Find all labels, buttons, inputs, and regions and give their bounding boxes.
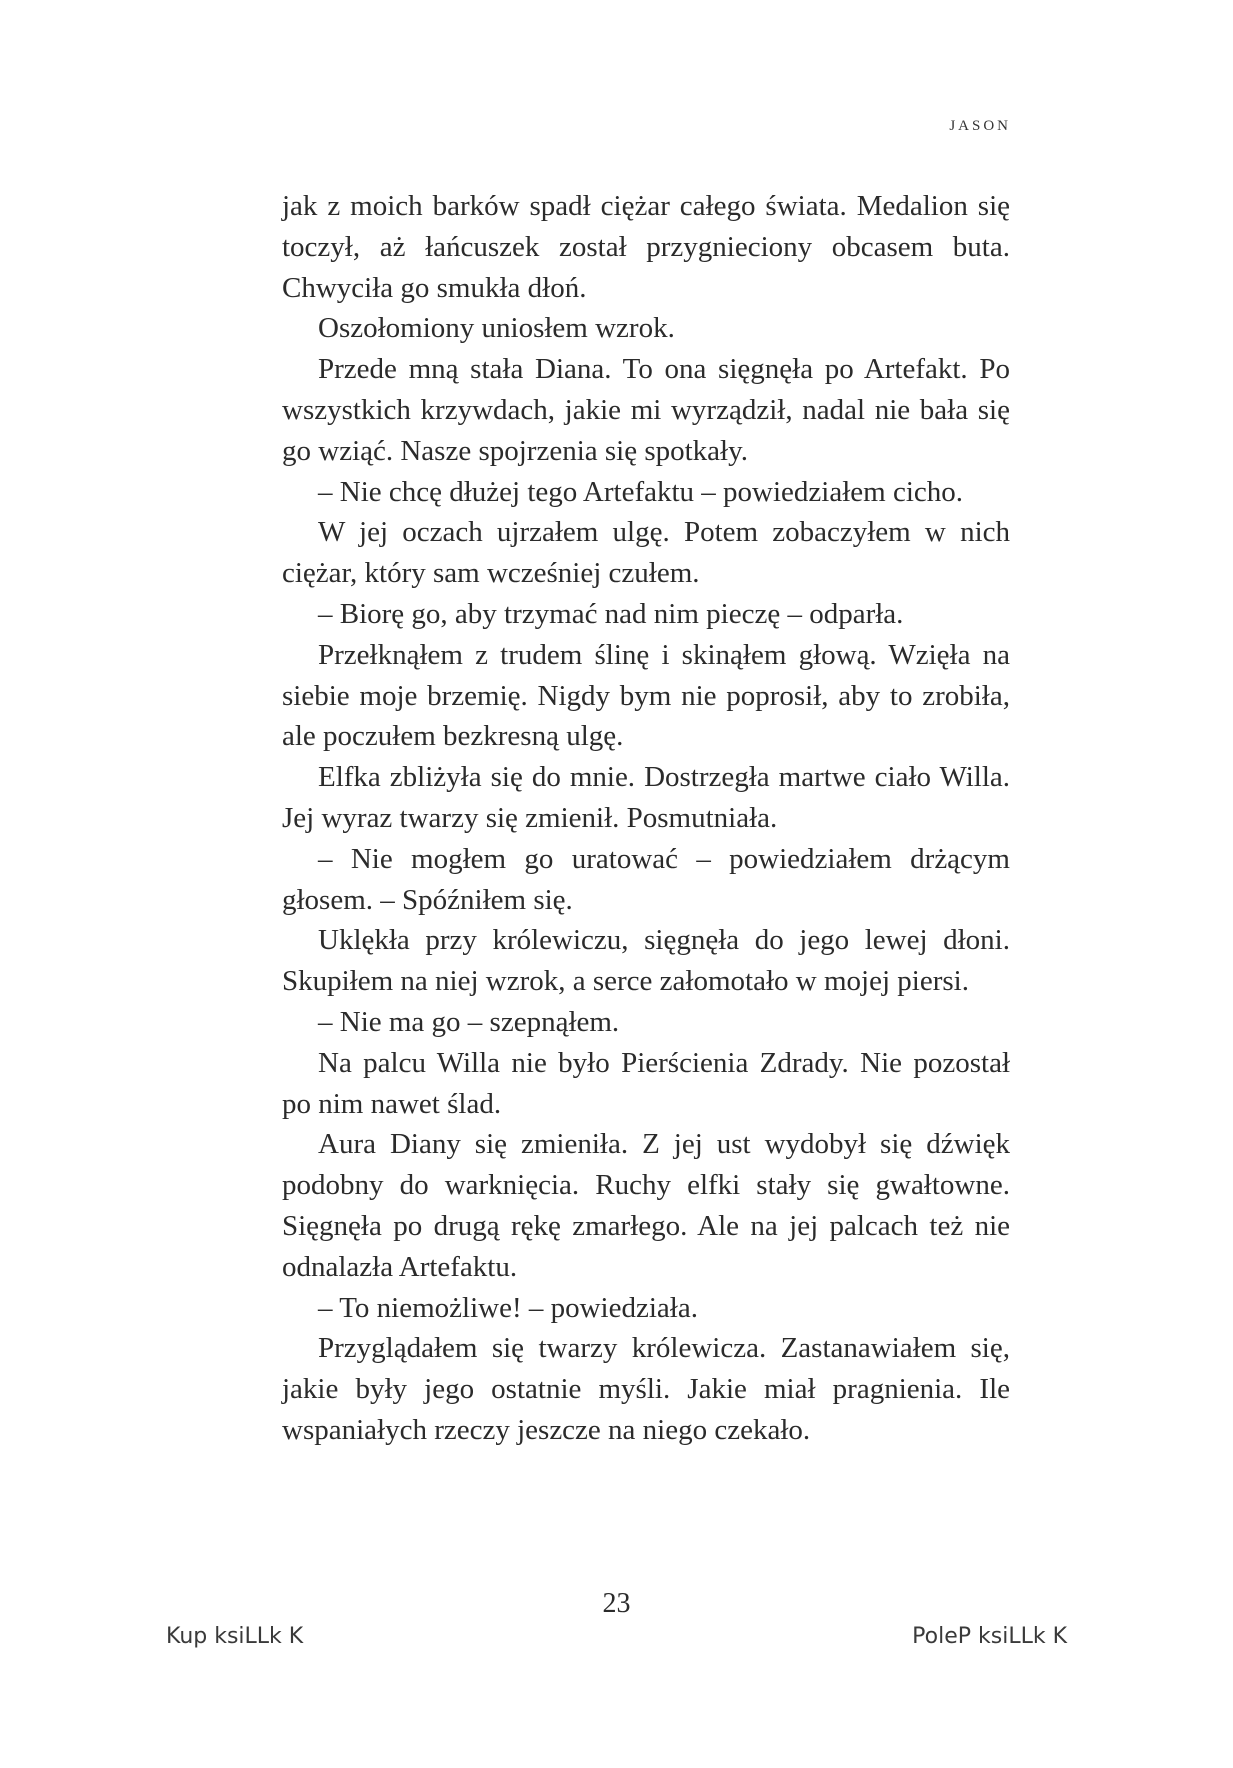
paragraph: – Nie ma go – szepnąłem.	[318, 1005, 620, 1038]
paragraph: Przyglądałem się twarzy królewicza. Zastanawiałem się, jakie były jego ostatnie myśli. Jakie miał pragnienia. Ile wspaniałych rzeczy jeszcze na niego czekało.	[282, 1332, 1010, 1446]
paragraph: – Nie mogłem go uratować – powiedziałem drżącym głosem. – Spóźniłem się.	[282, 842, 1010, 916]
paragraph: jak z moich barków spadł ciężar całego świata. Medalion się toczył, aż łańcuszek został przygnieciony obcasem buta. Chwyciła go smukła dłoń.	[282, 190, 1010, 304]
paragraph: Na palcu Willa nie było Pierścienia Zdrady. Nie pozostał po nim nawet ślad.	[282, 1046, 1010, 1120]
paragraph: – Biorę go, aby trzymać nad nim pieczę – odparła.	[318, 597, 904, 630]
paragraph: Aura Diany się zmieniła. Z jej ust wydobył się dźwięk podobny do warknięcia. Ruchy elfki stały się gwałtowne. Sięgnęła po drugą rękę zmarłego. Ale na jej palcach też nie odnalazła Artefaktu.	[282, 1128, 1010, 1283]
page-body-text	[282, 186, 1010, 1451]
paragraph: Oszołomiony uniosłem wzrok.	[318, 312, 675, 345]
paragraph: Uklękła przy królewiczu, sięgnęła do jego lewej dłoni. Skupiłem na niej wzrok, a serce załomotało w mojej piersi.	[282, 924, 1010, 998]
paragraph: – To niemożliwe! – powiedziała.	[318, 1291, 698, 1324]
running-head: JASON	[949, 118, 1011, 134]
paragraph: Przede mną stała Diana. To ona sięgnęła po Artefakt. Po wszystkich krzywdach, jakie mi wyrządził, nadal nie bała się go wziąć. Nasze spojrzenia się spotkały.	[282, 353, 1010, 467]
paragraph: Elfka zbliżyła się do mnie. Dostrzegła martwe ciało Willa. Jej wyraz twarzy się zmienił. Posmutniała.	[282, 761, 1010, 834]
page-number: 23	[602, 1588, 631, 1619]
paragraph: – Nie chcę dłużej tego Artefaktu – powiedziałem cicho.	[318, 475, 963, 508]
footer-recommend-book-link[interactable]: PoleP ksiLLk K	[912, 1624, 1067, 1649]
paragraph: W jej oczach ujrzałem ulgę. Potem zobaczyłem w nich ciężar, który sam wcześniej czułem.	[282, 516, 1010, 590]
paragraph: Przełknąłem z trudem ślinę i skinąłem głową. Wzięła na siebie moje brzemię. Nigdy bym nie poprosił, aby to zrobiła, ale poczułem bezkresną ulgę.	[282, 638, 1010, 753]
footer-buy-book-link[interactable]: Kup ksiLLk K	[166, 1624, 304, 1649]
